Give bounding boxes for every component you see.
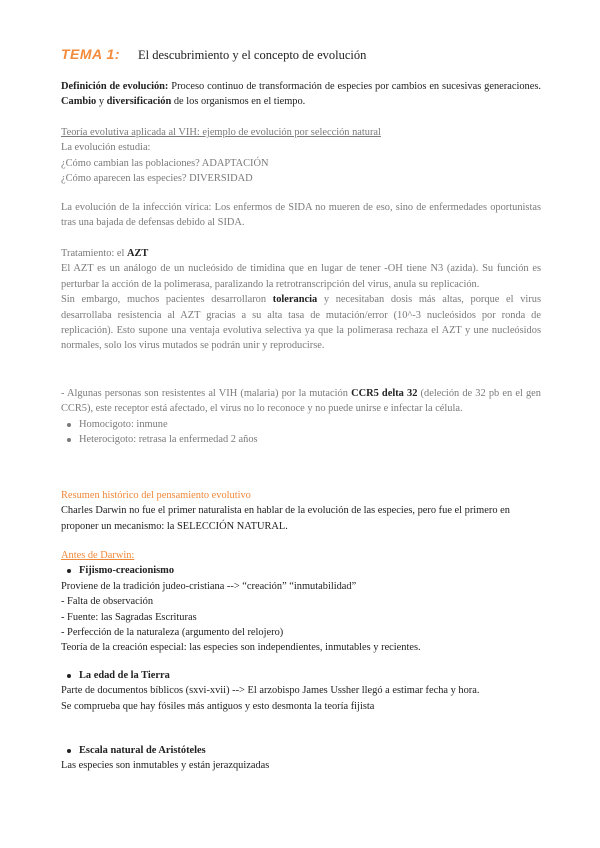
ccr5-keyword: CCR5 delta 32 [351,388,418,399]
list-item [61,563,541,578]
before-darwin-section: Antes de Darwin: Fijismo-creacionismo Proviene de la tradición judeo-cristiana --> “creación” “inmutabilidad” - Falta de observación - Fuente: las Sagradas Escrituras - Perfección de la naturaleza (argumento del relojero) Teoría de la creación especial: las especies son independientes, inmutables y recientes. [61,548,541,656]
cambio-keyword: Cambio [61,96,97,108]
topic-tag: TEMA 1: [61,46,120,62]
list-item: Homocigoto: inmune [61,417,541,432]
treatment-line: Tratamiento: el AZT [61,248,149,259]
aristotle-section: Escala natural de Aristóteles Las especies son inmutables y están jerazquizadas [61,743,541,774]
bullet-icon [67,749,71,753]
tolerance-keyword: tolerancia [272,294,318,306]
ccr5-section [61,386,541,448]
bullet-icon [67,674,71,678]
darwin-paragraph: Charles Darwin no fue el primer naturalista en hablar de la evolución de las especies, pero fue el primero en proponer un mecanismo: la SELECCIÓN NATURAL. [61,505,510,532]
vih-line: ¿Cómo cambian las poblaciones? ADAPTACIÓN [61,157,269,169]
definition-label: Definición de evolución: [61,81,169,92]
list-item [61,743,541,758]
aristotle-heading: Escala natural de Aristóteles [79,745,206,756]
azt-paragraph: El AZT es un análogo de un nucleósido de timidina que en lugar de tener -OH tiene N3 (azida). Su función es perturbar la acción de la polimerasa, paralizando la retrotranscripción del virus, anula su replicación. [61,263,541,290]
azt-keyword: AZT [127,248,149,259]
history-section [61,488,541,534]
infection-paragraph: La evolución de la infección vírica: Los enfermos de SIDA no mueren de eso, sino de enfermedades oportunistas tras una bajada de defensas debido al SIDA. [61,202,541,229]
earth-age-heading: La edad de la Tierra [79,670,170,681]
before-darwin-heading: Antes de Darwin: [61,550,135,561]
list-item [61,668,541,683]
vih-line: La evolución estudia: [61,142,151,154]
vih-section [61,125,541,187]
definition-paragraph: Definición de evolución: Proceso continuo de transformación de especies por cambios en sucesivas generaciones. Cambio y diversificación de los organismos en el tiempo. [61,81,541,108]
bullet-icon [67,438,71,442]
ccr5-paragraph: - Algunas personas son resistentes al VIH (malaria) por la mutación CCR5 delta 32 (deleción de 32 pb en el gen CCR5), este receptor está afectado, el virus no lo reconoce y no puede unirse e infectar la célula. [61,388,541,415]
bullet-icon [67,423,71,427]
earth-age-section: La edad de la Tierra Parte de documentos bíblicos (sxvi-xvii) --> El arzobispo James Ussher llegó a estimar fecha y hora. Se comprueba que hay fósiles más antiguos y esto desmonta la teoría fijista [61,668,541,714]
page-title: El descubrimiento y el concepto de evolución [137,48,367,62]
history-heading: Resumen histórico del pensamiento evolutivo [61,490,251,501]
tolerance-paragraph: Sin embargo, muchos pacientes desarrollaron tolerancia y necesitaban dosis más altas, porque el virus desarrollaba resistencia al AZT gracias a su alta tasa de mutación/error (10^-3 nucleósidos por ronda de replicación). Esto supone una ventaja evolutiva selectiva ya que la polimerasa rechaza el AZT y une nucleósidos normales, solo los virus mutados se podrán unir y reproducirse. [61,294,541,352]
page-header [61,46,541,64]
vih-heading: Teoría evolutiva aplicada al VIH: ejemplo de evolución por selección natural [61,127,381,138]
diversificacion-keyword: diversificación [106,96,172,108]
list-item: Heterocigoto: retrasa la enfermedad 2 años [61,432,541,447]
treatment-section [61,246,541,354]
vih-line: ¿Cómo aparecen las especies? DIVERSIDAD [61,173,253,185]
fijismo-heading: Fijismo-creacionismo [79,565,175,577]
bullet-icon [67,569,71,573]
